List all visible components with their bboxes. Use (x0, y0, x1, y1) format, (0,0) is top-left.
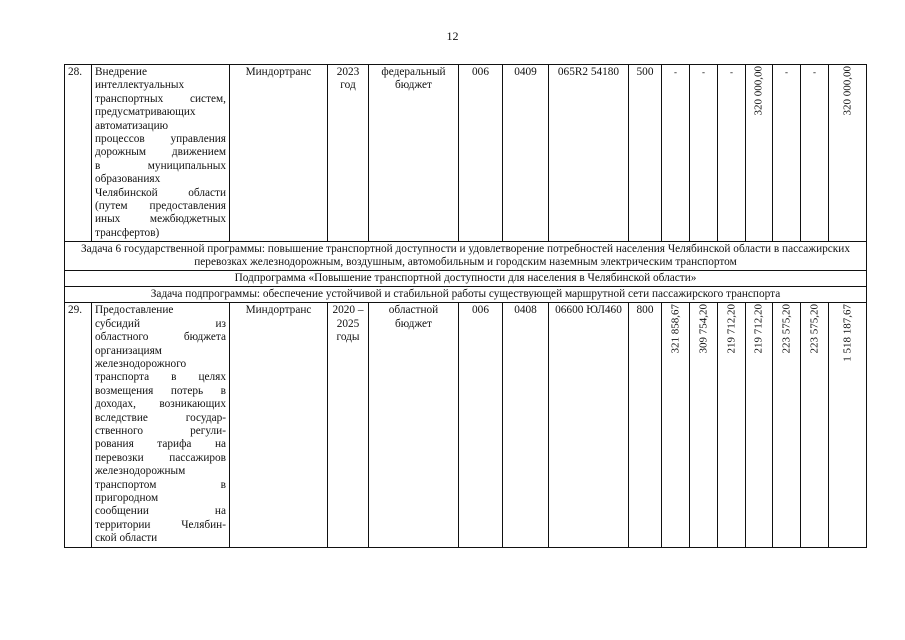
funding-source: областной бюджет (369, 303, 459, 547)
amount-year-3: - (718, 65, 746, 242)
page-number: 12 (446, 29, 459, 43)
description-line: ской области (95, 532, 158, 545)
description-line: вследствие государ- (95, 411, 226, 424)
description-line: Предоставление (95, 304, 174, 317)
amount-total: 1 518 187,67 (829, 303, 867, 547)
description-line: железнодорожного (95, 357, 187, 370)
description-line: перевозки пассажиров (95, 451, 226, 464)
description-line: (путем предоставления (95, 200, 226, 213)
section-code: 0409 (503, 65, 549, 242)
program-table (64, 64, 867, 548)
description-line: железнодорожным (95, 465, 186, 478)
subtask-row (65, 287, 867, 303)
grbs-code: 006 (459, 65, 503, 242)
amount-year-2: - (690, 65, 718, 242)
executor: Миндортранс (230, 65, 328, 242)
grbs-code: 006 (459, 303, 503, 547)
period: 2020 – 2025 годы (328, 303, 369, 547)
description-line: организациям (95, 344, 162, 357)
amount-year-4: 320 000,00 (746, 65, 773, 242)
description-line: возмещения потерь в (95, 384, 226, 397)
description-line: процессов управления (95, 133, 226, 146)
amount-year-2: 309 754,20 (690, 303, 718, 547)
amount-year-3: 219 712,20 (718, 303, 746, 547)
description-line: дорожным движением (95, 146, 226, 159)
description-line: транспортных систем, (95, 92, 226, 105)
description-line: трансфертов) (95, 226, 160, 239)
description-line: пригородном (95, 491, 159, 504)
expense-type-code: 500 (629, 65, 662, 242)
description-line: иных межбюджетных (95, 213, 226, 226)
description-line: ственного регули- (95, 424, 226, 437)
description-line: предусматривающих (95, 106, 196, 119)
task-6-heading: Задача 6 государственной программы: повышение транспортной доступности и удовлетворение потребностей населения Челябинской области в пассажирских перевозках железнодорожным, воздушным, автомобильным и городским наземным электрическим транспортом (65, 242, 867, 271)
description-line: в муниципальных (95, 159, 226, 172)
amount-year-1: 321 858,67 (662, 303, 690, 547)
amount-year-6: - (801, 65, 829, 242)
description-line: транспортом в (95, 478, 226, 491)
amount-year-6: 223 575,20 (801, 303, 829, 547)
subprogram-heading: Подпрограмма «Повышение транспортной доступности для населения в Челябинской области» (65, 271, 867, 287)
table-row-29 (65, 303, 867, 547)
section-code: 0408 (503, 303, 549, 547)
description-line: субсидий из (95, 317, 226, 330)
description-line: областного бюджета (95, 331, 226, 344)
table-row-28 (65, 65, 867, 242)
expense-type-code: 800 (629, 303, 662, 547)
description-line: территории Челябин- (95, 518, 226, 531)
description-line: интеллектуальных (95, 79, 185, 92)
subtask-heading: Задача подпрограммы: обеспечение устойчивой и стабильной работы существующей маршрутной сети пассажирского транспорта (65, 287, 867, 303)
description-line: транспорта в целях (95, 371, 226, 384)
description-line: рования тарифа на (95, 438, 226, 451)
task-row (65, 242, 867, 271)
subprogram-row (65, 271, 867, 287)
amount-year-1: - (662, 65, 690, 242)
executor: Миндортранс (230, 303, 328, 547)
description-line: Челябинской области (95, 186, 226, 199)
description-line: доходах, возникающих (95, 398, 226, 411)
target-article-code: 06600 ЮЛ460 (549, 303, 629, 547)
description-line: образованиях (95, 173, 161, 186)
amount-year-5: 223 575,20 (773, 303, 801, 547)
amount-total: 320 000,00 (829, 65, 867, 242)
amount-year-4: 219 712,20 (746, 303, 773, 547)
funding-source: федеральный бюджет (369, 65, 459, 242)
target-article-code: 065R2 54180 (549, 65, 629, 242)
description-line: сообщении на (95, 505, 226, 518)
measure-description (92, 65, 230, 242)
row-number: 28. (65, 65, 92, 242)
amount-year-5: - (773, 65, 801, 242)
period: 2023 год (328, 65, 369, 242)
row-number: 29. (65, 303, 92, 547)
description-line: Внедрение (95, 66, 147, 78)
measure-description (92, 303, 230, 547)
description-line: автоматизацию (95, 119, 169, 132)
